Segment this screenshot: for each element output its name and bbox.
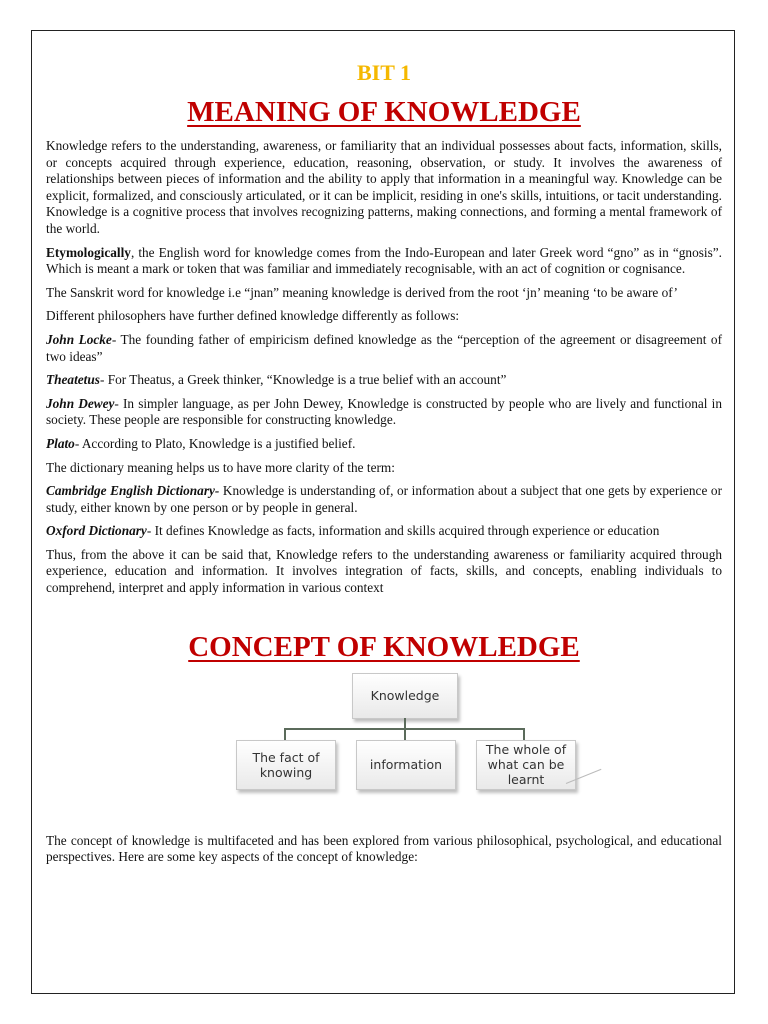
connector-line — [523, 728, 525, 740]
main-title: MEANING OF KNOWLEDGE — [187, 96, 581, 128]
definition-dewey — [46, 396, 722, 429]
diagram-child-label: The whole of what can be learnt — [485, 742, 567, 788]
concept-diagram — [46, 671, 722, 811]
definition-name: Plato — [46, 435, 75, 451]
etymology-paragraph — [46, 245, 722, 278]
definition-name: John Dewey — [46, 395, 115, 411]
definition-name: John Locke — [46, 331, 112, 347]
connector-line — [404, 728, 406, 740]
dictionary-name: Oxford Dictionary — [46, 523, 147, 539]
definition-text: - For Theatus, a Greek thinker, “Knowledge is a true belief with an account” — [99, 372, 507, 388]
dictionary-name: Cambridge English Dictionary- — [46, 483, 220, 499]
diagram-child-label: information — [369, 757, 443, 773]
dictionary-text: - It defines Knowledge as facts, information and skills acquired through experience or education — [146, 523, 660, 539]
dictionary-text: Knowledge is understanding of, or information about a subject that one gets by experience or study, either known by one person or by people in general. — [46, 483, 722, 515]
definition-locke — [46, 332, 722, 365]
definition-name: Theatetus — [46, 372, 100, 388]
definition-text: - In simpler language, as per John Dewey, Knowledge is constructed by people who are lively and functional in society. These people are responsible for constructing knowledge. — [46, 395, 722, 428]
document-content — [46, 58, 722, 873]
sanskrit-paragraph: The Sanskrit word for knowledge i.e “jnan” meaning knowledge is derived from the root ‘jn’ meaning ‘to be aware of’ — [46, 284, 678, 300]
dictionary-intro: The dictionary meaning helps us to have more clarity of the term: — [46, 459, 395, 475]
etymology-term: Etymologically — [46, 244, 131, 260]
diagram-child-box — [236, 740, 336, 790]
dictionary-cambridge — [46, 483, 722, 516]
philosophers-intro: Different philosophers have further defined knowledge differently as follows: — [46, 308, 460, 324]
connector-line — [284, 728, 286, 740]
concept-title: CONCEPT OF KNOWLEDGE — [188, 630, 580, 663]
diagram-child-label: The fact of knowing — [252, 749, 320, 780]
etymology-text: , the English word for knowledge comes from the Indo-European and later Greek word “gno” as in “gnosis”. Which is meant a mark or token that was familiar and immediately recognisable, with an act of cognition or cognisance. — [46, 244, 722, 277]
intro-paragraph: Knowledge refers to the understanding, awareness, or familiarity that an individual possesses about facts, information, skills, or concepts acquired through experience, education, reasoning, observation, or study. It involves the awareness of relationships between pieces of information and the ability to apply that information in a meaningful way. Knowledge can be explicit, formalized, and consciously articulated, or it can be implicit, residing in one's skills, intuitions, or tacit understanding. Knowledge is a cognitive process that involves recognizing patterns, making connections, and forming a mental framework of the world. — [46, 138, 722, 236]
dictionary-oxford — [46, 523, 722, 540]
definition-theatetus — [46, 372, 722, 389]
diagram-child-box — [356, 740, 456, 790]
diagram-root-label: Knowledge — [370, 688, 440, 704]
diagram-child-box — [476, 740, 576, 790]
conclusion-paragraph: Thus, from the above it can be said that, Knowledge refers to the understanding awareness or familiarity acquired through experience, education and information. It involves integration of facts, skills, and concepts, enabling individuals to comprehend, interpret and apply information in various context — [46, 546, 722, 596]
concept-paragraph: The concept of knowledge is multifaceted and has been explored from various philosophical, psychological, and educational perspectives. Here are some key aspects of the concept of knowledge: — [46, 832, 722, 865]
bit-title: BIT 1 — [356, 60, 411, 85]
diagram-root-box — [352, 673, 458, 719]
definition-text: - The founding father of empiricism defined knowledge as the “perception of the agreement or disagreement of two ideas” — [46, 331, 722, 364]
definition-text: - According to Plato, Knowledge is a justified belief. — [74, 435, 356, 451]
definition-plato — [46, 436, 722, 453]
